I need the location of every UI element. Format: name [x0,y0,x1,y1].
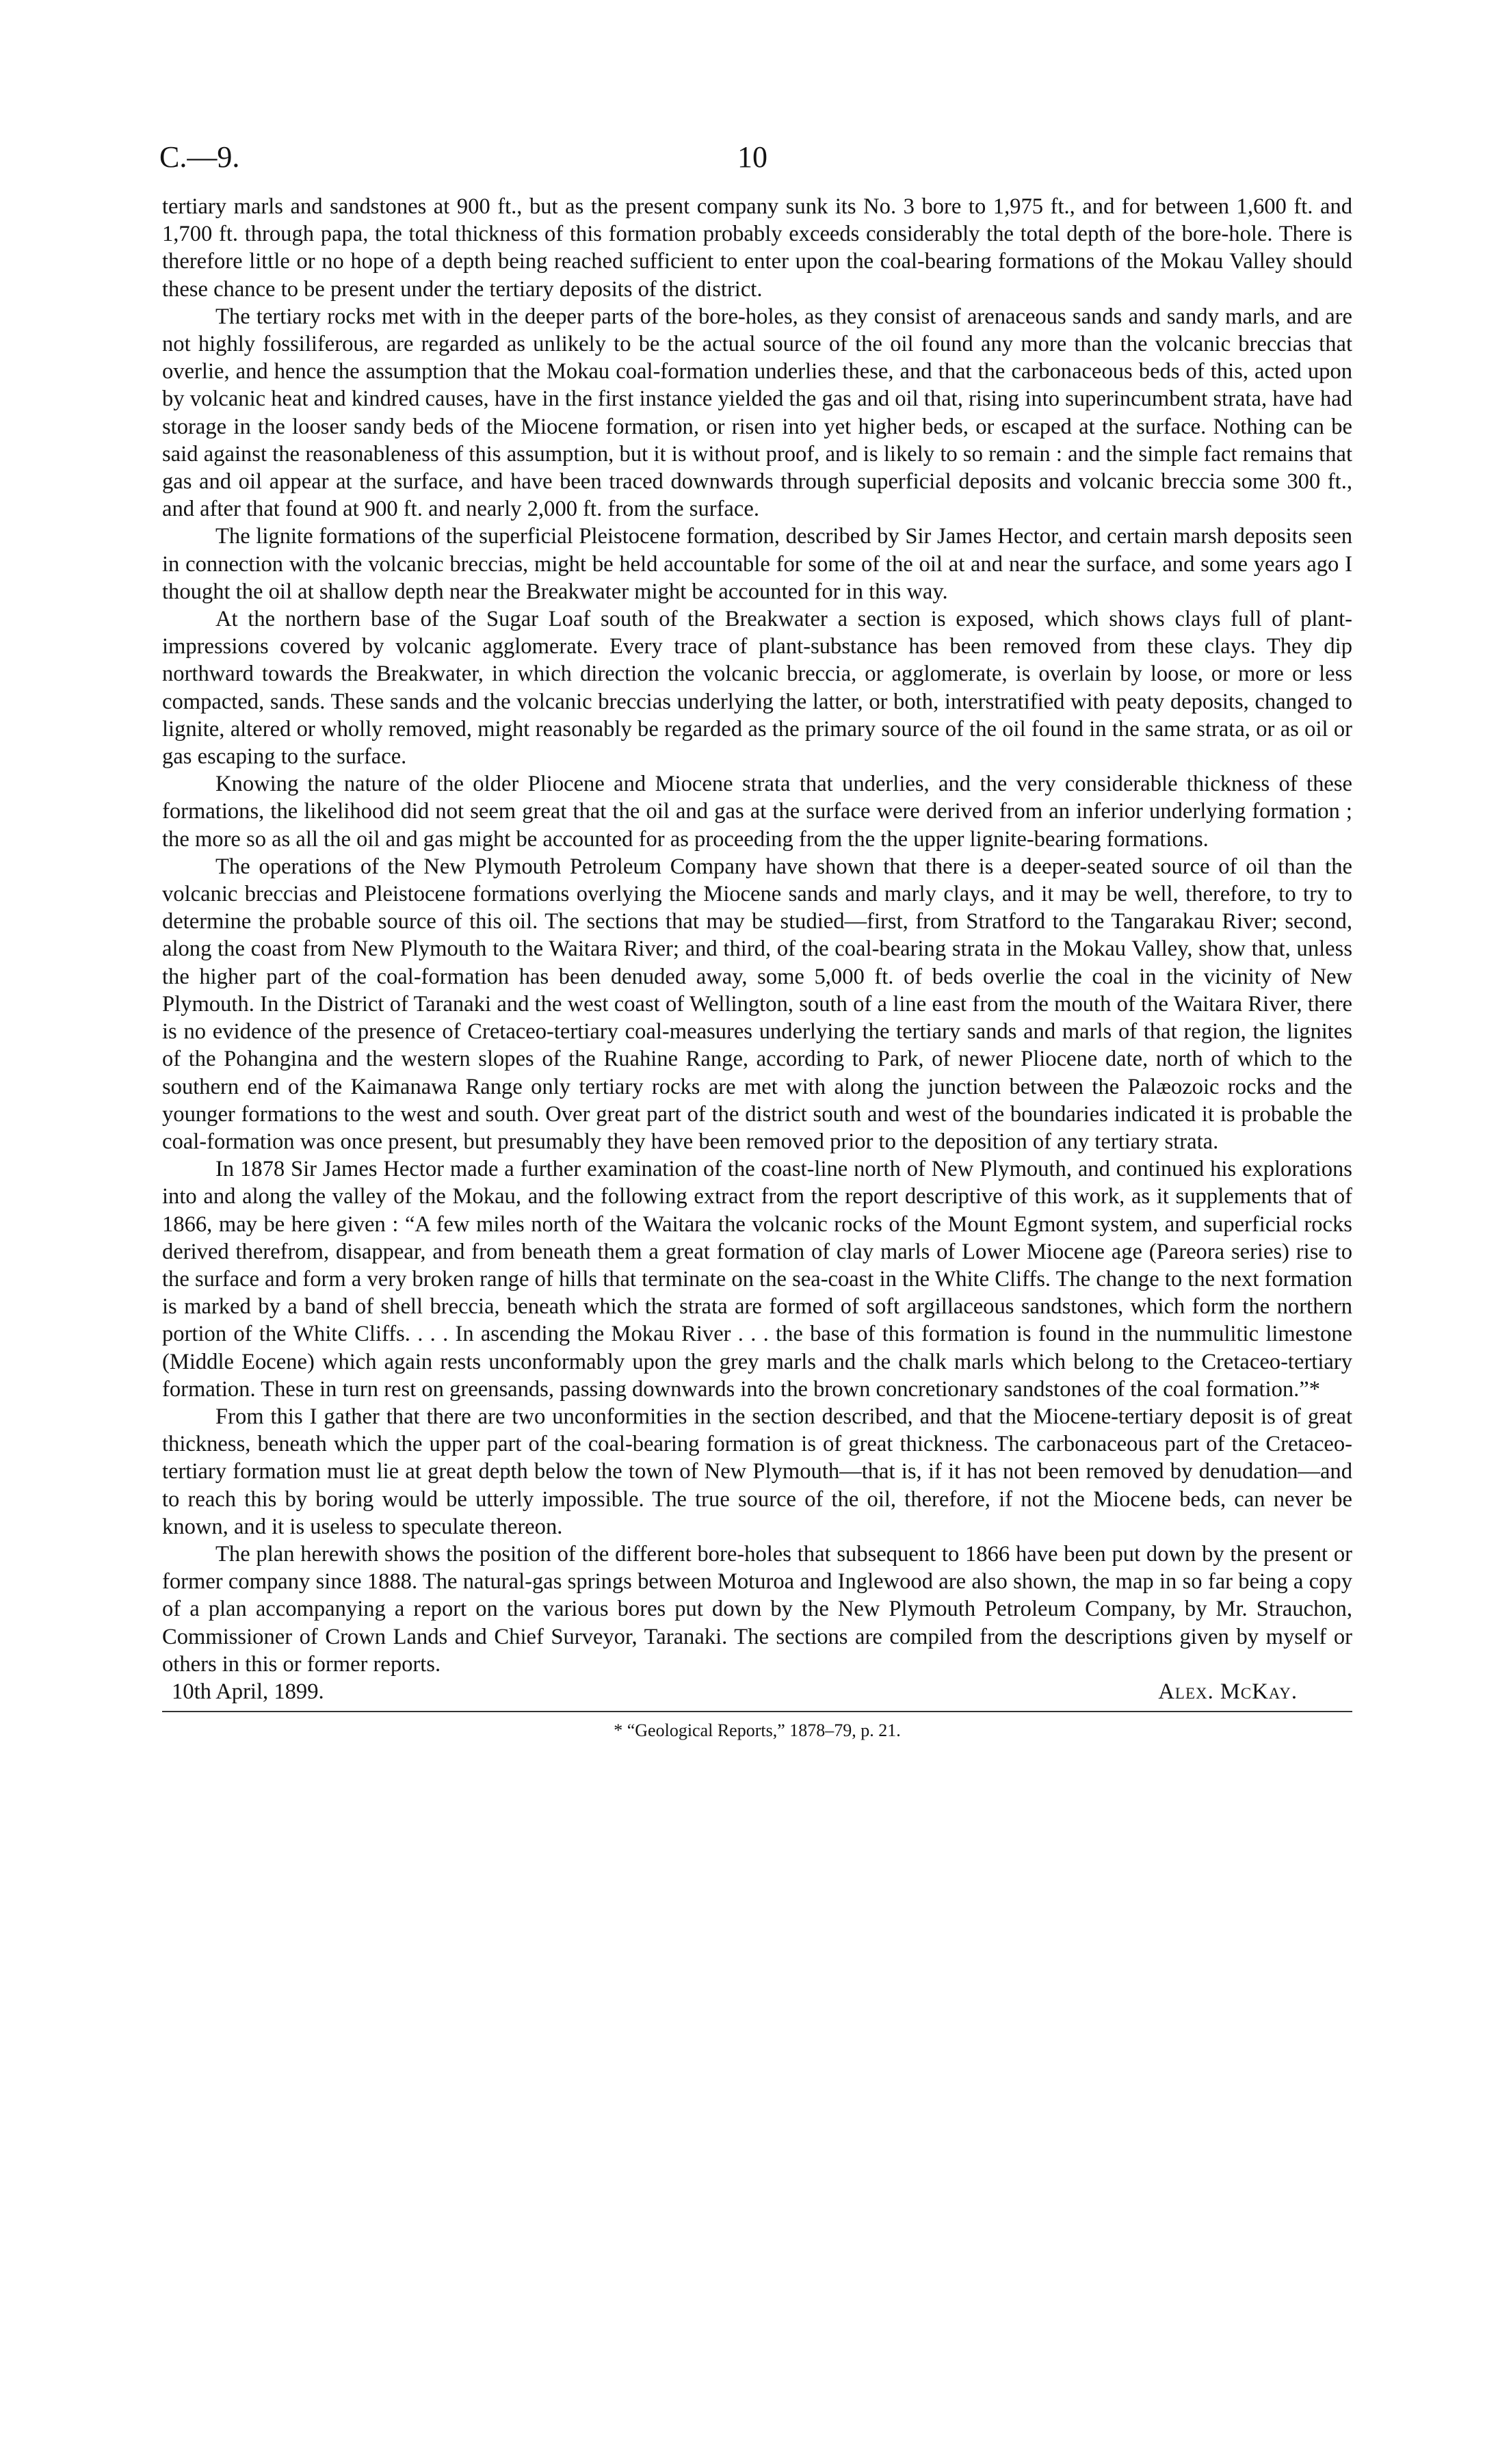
paragraph-9: The plan herewith shows the position of the different bore-holes that subsequent to 1866 have been put down by the present or former company since 1888. The natural-gas springs between Moturoa and Inglewood are also shown, the map in so far being a copy of a plan accompanying a report on the various bores put down by the New Plymouth Petroleum Company, by Mr. Strauchon, Commissioner of Crown Lands and Chief Surveyor, Taranaki. The sections are compiled from the descriptions given by myself or others in this or former reports. [162,1541,1352,1677]
signature-line [162,1678,1352,1705]
paragraph-1: tertiary marls and sandstones at 900 ft., but as the present company sunk its No. 3 bore to 1,975 ft., and for between 1,600 ft. and 1,700 ft. through papa, the total thickness of this formation probably exceeds considerably the total depth of the bore-hole. There is therefore little or no hope of a depth being reached sufficient to enter upon the coal-bearing formations of the Mokau Valley should these chance to be present under the tertiary deposits of the district. [162,194,1352,302]
signature-author: Alex. McKay. [1158,1679,1298,1704]
signature-date: 10th April, 1899. [172,1679,324,1704]
footnote-divider [162,1711,1352,1712]
document-code: C.—9. [159,140,240,174]
footnote: * “Geological Reports,” 1878–79, p. 21. [614,1720,901,1740]
body-text [162,193,1352,1742]
paragraph-2: The tertiary rocks met with in the deeper parts of the bore-holes, as they consist of arenaceous sands and sandy marls, and are not highly fossiliferous, are regarded as unlikely to be the actual source of the oil found any more than the volcanic breccias that overlie, and hence the assumption that the Mokau coal-formation underlies these, and that the carbonaceous beds of this, acted upon by volcanic heat and kindred causes, have in the first instance yielded the gas and oil that, rising into superincumbent strata, have had storage in the looser sandy beds of the Miocene formation, or risen into yet higher beds, or escaped at the surface. Nothing can be said against the reasonableness of this assumption, but it is without proof, and is likely to so remain : and the simple fact remains that gas and oil appear at the surface, and have been traced downwards through superficial deposits and volcanic breccia some 300 ft., and after that found at 900 ft. and nearly 2,000 ft. from the surface. [162,304,1352,522]
paragraph-7: In 1878 Sir James Hector made a further examination of the coast-line north of New Plymouth, and continued his explorations into and along the valley of the Mokau, and the following extract from the report descriptive of this work, as it supplements that of 1866, may be here given : “A few miles north of the Waitara the volcanic rocks of the Mount Egmont system, and superficial rocks derived therefrom, disappear, and from beneath them a great formation of clay marls of Lower Miocene age (Pareora series) rise to the surface and form a very broken range of hills that terminate on the sea-coast in the White Cliffs. The change to the next formation is marked by a band of shell breccia, beneath which the strata are formed of soft argillaceous sandstones, which form the northern portion of the White Cliffs. . . . In ascending the Mokau River . . . the base of this formation is found in the nummulitic limestone (Middle Eocene) which again rests unconformably upon the grey marls and the chalk marls which belong to the Cretaceo-tertiary formation. These in turn rest on greensands, passing downwards into the brown concretionary sandstones of the coal formation.”* [162,1157,1352,1402]
page-header [159,137,1351,178]
paragraph-8: From this I gather that there are two unconformities in the section described, and that the Miocene-tertiary deposit is of great thickness, beneath which the upper part of the coal-bearing formation is of great thickness. The carbonaceous part of the Cretaceo-tertiary formation must lie at great depth below the town of New Plymouth—that is, if it has not been removed by denudation—and to reach this by boring would be utterly impossible. The true source of the oil, therefore, if not the Miocene beds, can never be known, and it is useless to speculate thereon. [162,1404,1352,1539]
page-number: 10 [737,140,767,174]
paragraph-4: At the northern base of the Sugar Loaf south of the Breakwater a section is exposed, which shows clays full of plant-impressions covered by volcanic agglomerate. Every trace of plant-substance has been removed from these clays. They dip northward towards the Breakwater, in which direction the volcanic breccia, or agglomerate, is overlain by loose, or more or less compacted, sands. These sands and the volcanic breccias underlying the latter, or both, interstratified with peaty deposits, changed to lignite, altered or wholly removed, might reasonably be regarded as the primary source of the oil found in the same strata, or as oil or gas escaping to the surface. [162,607,1352,770]
paragraph-3: The lignite formations of the superficial Pleistocene formation, described by Sir James Hector, and certain marsh deposits seen in connection with the volcanic breccias, might be held accountable for some of the oil at and near the surface, and some years ago I thought the oil at shallow depth near the Breakwater might be accounted for in this way. [162,524,1352,604]
paragraph-5: Knowing the nature of the older Pliocene and Miocene strata that underlies, and the very considerable thickness of these formations, the likelihood did not seem great that the oil and gas at the surface were derived from an inferior underlying formation ; the more so as all the oil and gas might be accounted for as proceeding from the the upper lignite-bearing formations. [162,772,1352,852]
paragraph-6: The operations of the New Plymouth Petroleum Company have shown that there is a deeper-seated source of oil than the volcanic breccias and Pleistocene formations overlying the Miocene sands and marly clays, and it may be well, therefore, to try to determine the probable source of this oil. The sections that may be studied—first, from Stratford to the Tangarakau River; second, along the coast from New Plymouth to the Waitara River; and third, of the coal-bearing strata in the Mokau Valley, show that, unless the higher part of the coal-formation has been denuded away, some 5,000 ft. of beds overlie the coal in the vicinity of New Plymouth. In the District of Taranaki and the west coast of Wellington, south of a line east from the mouth of the Waitara River, there is no evidence of the presence of Cretaceo-tertiary coal-measures underlying the tertiary sands and marls of that region, the lignites of the Pohangina and the western slopes of the Ruahine Range, according to Park, of newer Pliocene date, north of which to the southern end of the Kaimanawa Range only tertiary rocks are met with along the junction between the Palæozoic rocks and the younger formations to the west and south. Over great part of the district south and west of the boundaries indicated it is probable the coal-formation was once present, but presumably they have been removed prior to the deposition of any tertiary strata. [162,854,1352,1154]
